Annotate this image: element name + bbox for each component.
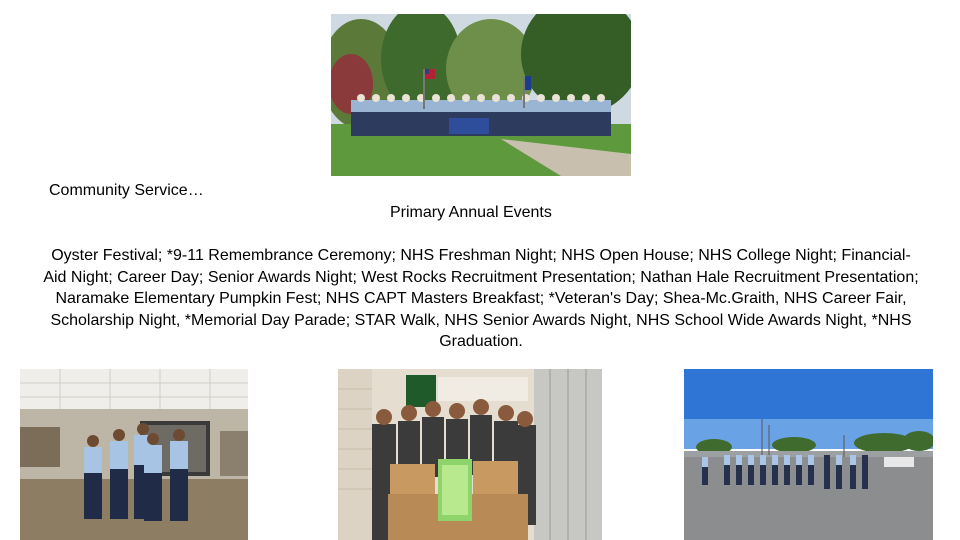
heading-community-service: Community Service… [49, 182, 204, 199]
food-drive-photo-image [338, 369, 602, 540]
cadets-lobby-photo-image [20, 369, 248, 540]
cadets-lobby-photo [20, 369, 248, 540]
heading-primary-annual-events: Primary Annual Events [390, 204, 552, 221]
cadets-formation-photo [684, 369, 933, 540]
annual-events-list: Oyster Festival; *9-11 Remembrance Ceremony; NHS Freshman Night; NHS Open House; NHS College Night; Financial-Aid Night; Career Day; Senior Awards Night; West Rocks Recruitment Presentation; Nathan Hale Recruitment Presentation; Naramake Elementary Pumpkin Fest; NHS CAPT Masters Breakfast; *Veteran's Day; Shea-Mc.Graith, NHS Career Fair, Scholarship Night, *Memorial Day Parade; STAR Walk, NHS Senior Awards Night, NHS School Wide Awards Night, *NHS Graduation. [43, 247, 919, 351]
cadets-formation-photo-image [684, 369, 933, 540]
group-photo-top [331, 14, 631, 176]
group-photo-top-image [331, 14, 631, 176]
food-drive-photo [338, 369, 602, 540]
